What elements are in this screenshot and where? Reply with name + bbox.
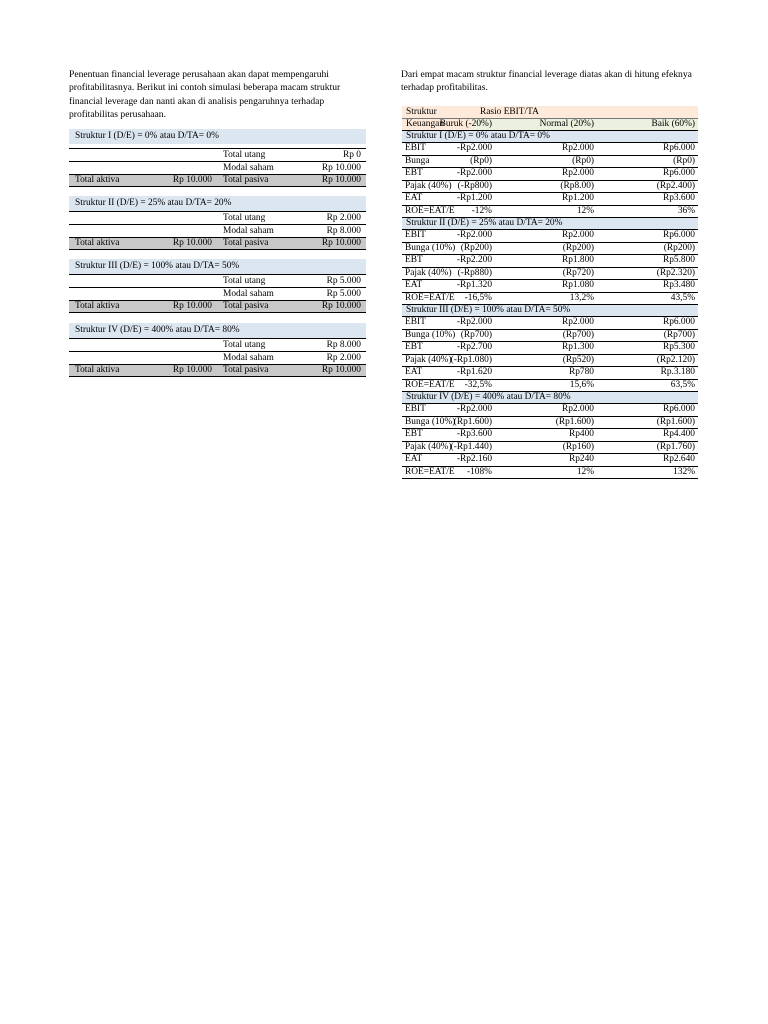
value-bad: -12% [471, 205, 492, 216]
value-normal: Rp1.300 [561, 342, 594, 352]
value-normal: Rp780 [568, 367, 594, 377]
value-bad: -Rp2.160 [456, 454, 492, 464]
row-label: EAT [405, 280, 423, 290]
value-bad: -Rp2.000 [456, 404, 492, 414]
equity-label: Modal saham [223, 353, 274, 363]
table-row [402, 355, 698, 368]
value-good: Rp4.400 [662, 429, 695, 439]
value-bad: (-Rp1.440) [450, 441, 492, 452]
row-label: ROE=EAT/E [405, 379, 455, 390]
value-bad: -Rp2.000 [456, 143, 492, 153]
value-good: (Rp0) [673, 155, 695, 166]
value-bad: -Rp1.200 [456, 193, 492, 203]
table-row [402, 181, 698, 194]
table-row [402, 429, 698, 442]
value-good: Rp.3.180 [660, 367, 695, 377]
value-good: Rp2.640 [662, 454, 695, 464]
table-row [402, 454, 698, 467]
value-normal: (Rp200) [562, 242, 594, 253]
equity-value: Rp 10.000 [321, 163, 361, 173]
liability-value: Rp 0 [343, 150, 361, 160]
liability-value: Rp 2.000 [326, 213, 361, 223]
value-good: Rp6.000 [662, 143, 695, 153]
value-good: Rp5.300 [662, 342, 695, 352]
liability-value: Rp 5.000 [326, 276, 361, 286]
liability-label: Total utang [223, 340, 266, 350]
table-row [402, 168, 698, 181]
liability-label: Total utang [223, 150, 266, 160]
balance-sheet-title: Struktur I (D/E) = 0% atau D/TA= 0% [69, 129, 366, 144]
value-normal: (Rp700) [562, 329, 594, 340]
table-row [69, 274, 366, 287]
table-row [402, 417, 698, 430]
column-header-normal: Normal (20%) [539, 119, 594, 129]
value-good: 63,5% [670, 379, 695, 390]
row-label: Bunga (10%) [405, 242, 456, 253]
row-label: EBT [405, 429, 423, 439]
ratio-table [402, 106, 698, 479]
value-bad: -16,5% [464, 292, 492, 303]
total-liabilities-label: Total pasiva [223, 238, 269, 248]
table-row [402, 143, 698, 156]
value-good: (Rp2.400) [656, 180, 695, 191]
section-title: Struktur III (D/E) = 100% atau D/TA= 50% [402, 305, 698, 317]
value-bad: (Rp700) [460, 329, 492, 340]
row-label: Pajak (40%) [405, 267, 452, 278]
table-row [402, 330, 698, 343]
row-label: EBT [405, 342, 423, 352]
table-row [402, 404, 698, 417]
value-bad: -Rp2.000 [456, 230, 492, 240]
value-bad: -32,5% [464, 379, 492, 390]
value-bad: -Rp2.200 [456, 255, 492, 265]
value-bad: -Rp3.600 [456, 429, 492, 439]
row-label: ROE=EAT/E [405, 466, 455, 477]
row-label: EBIT [405, 143, 426, 153]
header-structure-label: Struktur [406, 107, 437, 117]
intro-paragraph-left: Penentuan financial leverage perusahaan akan dapat mempengaruhi profitabilitasnya. Berikut ini contoh simulasi beberapa macam struktur financial leverage dan nanti akan di analisis pengaruhnya terhadap profitabilitas perusahaan. [69, 69, 341, 121]
table-row [402, 380, 698, 393]
total-liabilities-label: Total pasiva [223, 175, 269, 185]
value-good: (Rp700) [663, 329, 695, 340]
value-normal: (Rp160) [562, 441, 594, 452]
table-row [402, 367, 698, 380]
column-header-good: Baik (60%) [651, 119, 695, 129]
equity-label: Modal saham [223, 163, 274, 173]
value-bad: -Rp2.000 [456, 317, 492, 327]
header-finance-label: Keuangan [406, 119, 445, 129]
total-row [69, 300, 366, 313]
table-row [402, 255, 698, 268]
value-good: (Rp1.760) [656, 441, 695, 452]
value-bad: (Rp200) [460, 242, 492, 253]
balance-sheet-title: Struktur III (D/E) = 100% atau D/TA= 50% [69, 259, 366, 274]
row-label: EBIT [405, 317, 426, 327]
section-title: Struktur II (D/E) = 25% atau D/TA= 20% [402, 218, 698, 230]
equity-value: Rp 8.000 [326, 226, 361, 236]
value-good: Rp3.480 [662, 280, 695, 290]
total-assets-label: Total aktiva [75, 301, 120, 311]
row-label: Bunga (10%) [405, 329, 456, 340]
value-good: (Rp1.600) [656, 416, 695, 427]
value-good: Rp6.000 [662, 230, 695, 240]
total-assets-label: Total aktiva [75, 175, 120, 185]
value-normal: Rp2.000 [561, 230, 594, 240]
row-label: Pajak (40%) [405, 180, 452, 191]
table-row [402, 156, 698, 169]
total-row [69, 237, 366, 250]
row-label: EBIT [405, 404, 426, 414]
value-normal: Rp400 [568, 429, 594, 439]
table-row [402, 442, 698, 455]
equity-label: Modal saham [223, 289, 274, 299]
row-label: EAT [405, 193, 423, 203]
value-normal: Rp1.200 [561, 193, 594, 203]
total-assets-value: Rp 10.000 [172, 175, 212, 185]
total-liabilities-value: Rp 10.000 [321, 175, 361, 185]
total-assets-value: Rp 10.000 [172, 365, 212, 375]
balance-sheet-title: Struktur II (D/E) = 25% atau D/TA= 20% [69, 196, 366, 211]
row-label: Pajak (40%) [405, 354, 452, 365]
equity-value: Rp 5.000 [326, 289, 361, 299]
value-good: 43,5% [670, 292, 695, 303]
value-normal: Rp2.000 [561, 317, 594, 327]
equity-label: Modal saham [223, 226, 274, 236]
total-liabilities-value: Rp 10.000 [321, 301, 361, 311]
balance-sheet-structure-4 [69, 323, 366, 377]
row-label: EBT [405, 168, 423, 178]
row-label: ROE=EAT/E [405, 292, 455, 303]
value-good: 132% [673, 466, 695, 477]
value-normal: Rp1.800 [561, 255, 594, 265]
value-good: 36% [677, 205, 695, 216]
total-liabilities-value: Rp 10.000 [321, 238, 361, 248]
table-row [69, 224, 366, 237]
value-bad: (-Rp800) [457, 180, 492, 191]
liability-label: Total utang [223, 276, 266, 286]
row-label: EAT [405, 454, 423, 464]
value-normal: Rp240 [568, 454, 594, 464]
section-title: Struktur IV (D/E) = 400% atau D/TA= 80% [402, 392, 698, 404]
total-liabilities-label: Total pasiva [223, 365, 269, 375]
value-normal: (Rp720) [562, 267, 594, 278]
table-row [402, 342, 698, 355]
value-bad: -Rp1.620 [456, 367, 492, 377]
table-row [402, 206, 698, 219]
row-label: Pajak (40%) [405, 441, 452, 452]
table-row [402, 243, 698, 256]
row-label: EBT [405, 255, 423, 265]
equity-value: Rp 2.000 [326, 353, 361, 363]
value-normal: Rp2.000 [561, 404, 594, 414]
value-bad: (Rp1.600) [453, 416, 492, 427]
table-row [69, 351, 366, 364]
value-normal: Rp2.000 [561, 168, 594, 178]
table-row [402, 193, 698, 206]
balance-sheet-structure-2 [69, 196, 366, 250]
liability-label: Total utang [223, 213, 266, 223]
value-normal: 12% [576, 466, 594, 477]
total-assets-label: Total aktiva [75, 238, 120, 248]
value-bad: (Rp0) [470, 155, 492, 166]
value-bad: -Rp1.320 [456, 280, 492, 290]
table-row [69, 211, 366, 224]
section-title: Struktur I (D/E) = 0% atau D/TA= 0% [402, 131, 698, 143]
value-good: Rp6.000 [662, 404, 695, 414]
table-row [69, 161, 366, 174]
value-bad: (-Rp1.080) [450, 354, 492, 365]
table-row [69, 148, 366, 161]
value-good: (Rp2.320) [656, 267, 695, 278]
total-assets-label: Total aktiva [75, 365, 120, 375]
liability-value: Rp 8.000 [326, 340, 361, 350]
value-normal: Rp1.080 [561, 280, 594, 290]
balance-sheet-structure-1 [69, 129, 366, 187]
value-good: (Rp200) [663, 242, 695, 253]
row-label: Bunga [405, 155, 430, 166]
total-row [69, 364, 366, 377]
total-row [69, 174, 366, 187]
table-row [402, 317, 698, 330]
total-liabilities-label: Total pasiva [223, 301, 269, 311]
table-row [402, 293, 698, 306]
table-row [402, 467, 698, 480]
row-label: Bunga (10%) [405, 416, 456, 427]
table-row [402, 230, 698, 243]
value-bad: (-Rp880) [457, 267, 492, 278]
total-liabilities-value: Rp 10.000 [321, 365, 361, 375]
ratio-table-subheader [402, 118, 698, 131]
value-bad: -Rp2.700 [456, 342, 492, 352]
value-good: Rp5.800 [662, 255, 695, 265]
balance-sheet-structure-3 [69, 259, 366, 313]
total-assets-value: Rp 10.000 [172, 301, 212, 311]
value-normal: 13,2% [569, 292, 594, 303]
row-label: ROE=EAT/E [405, 205, 455, 216]
value-normal: 15,6% [569, 379, 594, 390]
ratio-table-header [402, 106, 698, 118]
value-normal: 12% [576, 205, 594, 216]
table-row [402, 280, 698, 293]
value-good: Rp3.600 [662, 193, 695, 203]
value-bad: -108% [467, 466, 492, 477]
row-label: EBIT [405, 230, 426, 240]
intro-paragraph-right: Dari empat macam struktur financial leverage diatas akan di hitung efeknya terhadap profitabilitas. [401, 69, 692, 94]
ratio-sections [402, 131, 698, 479]
value-bad: -Rp2.000 [456, 168, 492, 178]
value-normal: (Rp8.00) [560, 180, 594, 191]
table-row [69, 287, 366, 300]
total-assets-value: Rp 10.000 [172, 238, 212, 248]
value-normal: (Rp520) [562, 354, 594, 365]
value-normal: (Rp0) [572, 155, 594, 166]
value-normal: (Rp1.600) [555, 416, 594, 427]
table-row [69, 338, 366, 351]
row-label: EAT [405, 367, 423, 377]
value-normal: Rp2.000 [561, 143, 594, 153]
header-ratio-group: Rasio EBIT/TA [480, 107, 539, 117]
value-good: Rp6.000 [662, 317, 695, 327]
value-good: Rp6.000 [662, 168, 695, 178]
value-good: (Rp2.120) [656, 354, 695, 365]
table-row [402, 268, 698, 281]
column-header-bad: Buruk (-20%) [439, 119, 492, 129]
balance-sheet-title: Struktur IV (D/E) = 400% atau D/TA= 80% [69, 323, 366, 338]
